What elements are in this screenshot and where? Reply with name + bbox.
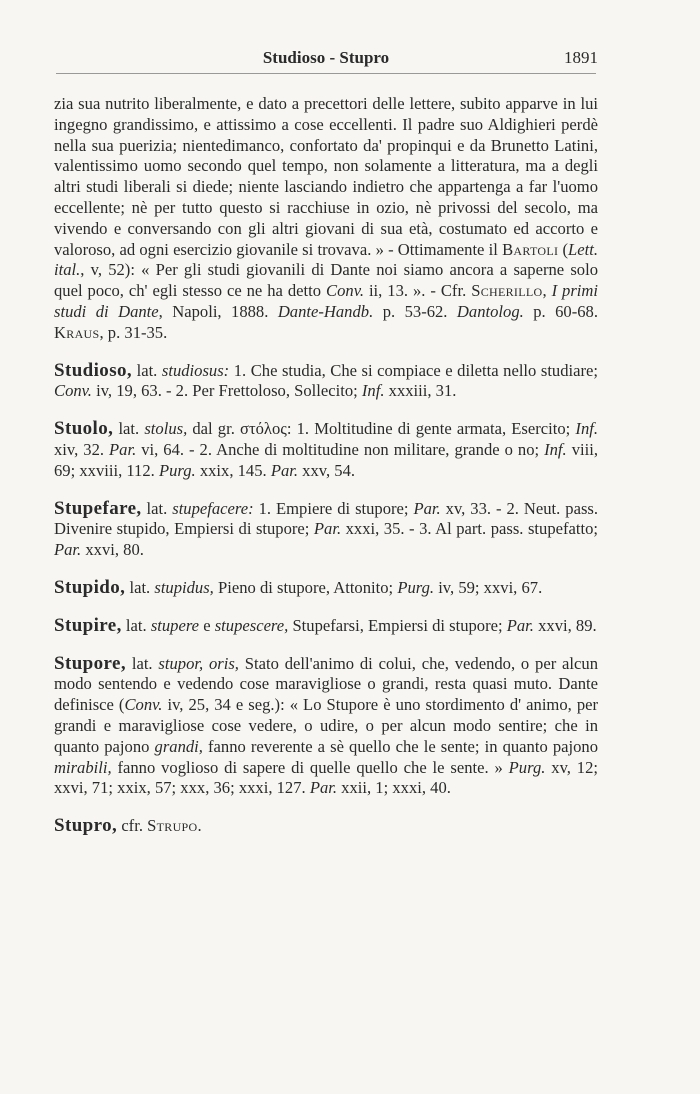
entry-text: xxix, 145.: [195, 460, 271, 480]
entry-stupido: [54, 578, 598, 599]
work-title: Conv.: [326, 281, 364, 301]
etymology: stupere: [150, 615, 200, 635]
reference: Conv.: [54, 381, 92, 401]
page-number: 1891: [564, 48, 598, 67]
header-rule: [56, 73, 596, 74]
intro-text: , Napoli, 1888.: [158, 301, 278, 321]
author-scherillo: Scherillo: [471, 281, 543, 301]
entry-text: Stato dell'animo di colui, che, vedendo, o per alcun modo sentendo e vedendo cose maravigliose o grandi, resta quasi muto. Dante definisce (: [54, 653, 598, 715]
reference: Purg.: [397, 577, 435, 597]
headword: Stuolo,: [54, 418, 114, 440]
headword: Stupro,: [54, 815, 118, 837]
reference: Conv.: [124, 695, 163, 715]
intro-text: ii, 13. ». - Cfr.: [363, 281, 472, 301]
running-header: [54, 48, 598, 72]
entry-stupro: [54, 816, 598, 837]
entry-text: xxxi, 35. - 3. Al part. pass. stupefatto;: [341, 519, 598, 539]
entry-text: lat.: [141, 498, 173, 518]
entry-text: xxv, 54.: [298, 460, 356, 480]
reference: Inf.: [575, 419, 599, 439]
entry-text: iv, 59; xxvi, 67.: [434, 577, 543, 597]
entry-text: xxxiii, 31.: [384, 381, 457, 401]
headword: Stupore,: [54, 652, 127, 674]
headword: Stupefare,: [54, 497, 142, 519]
entry-text: lat.: [126, 653, 159, 673]
entry-stupore: [54, 654, 598, 800]
reference: Par.: [309, 778, 338, 798]
reference: Par.: [313, 519, 342, 539]
etymology: stupor, oris,: [158, 653, 239, 673]
entry-text: viii, 69; xxviii, 112.: [54, 439, 598, 480]
quoted-word: grandi,: [154, 736, 203, 756]
etymology: stupescere,: [214, 615, 289, 635]
author-bartoli: Bartoli: [502, 239, 559, 259]
work-title: Lett. ital.: [54, 239, 598, 280]
reference: Par.: [109, 439, 137, 459]
entry-text: lat.: [113, 419, 145, 439]
etymology: studiosus:: [161, 360, 230, 380]
cross-reference: Strupo: [147, 816, 198, 836]
entry-text: lat.: [121, 615, 151, 635]
entry-text: xiv, 32.: [54, 439, 110, 459]
entry-text: Pieno di stupore, Attonito;: [213, 577, 398, 597]
entry-text: 1. Che studia, Che si compiace e diletta nello studiare;: [229, 360, 599, 380]
quoted-word: mirabili,: [54, 757, 112, 777]
page-body: [54, 94, 598, 837]
reference: Purg.: [508, 757, 546, 777]
intro-text: , v, 52): « Per gli studi giovanili di Dante noi siamo ancora a saperne solo quel poco, ch' egli stesso ce ne ha detto: [54, 260, 598, 301]
entry-text: fanno reverente a sè quello che le sente; in quanto pajono: [202, 736, 598, 756]
entry-text: iv, 25, 34 e seg.): « Lo Stupore è uno stordimento d' animo, per grandi e maravigliose cose vedere, o udire, o per alcun modo sentire; che in quanto pajono: [54, 695, 599, 756]
work-title: Dantolog.: [456, 301, 524, 321]
reference: Purg.: [158, 460, 196, 480]
entry-text: iv, 19, 63. - 2. Per Frettoloso, Sollecito;: [91, 381, 362, 401]
entry-text: xxvi, 89.: [533, 615, 597, 635]
entry-text: vi, 64. - 2. Anche di moltitudine non militare, grande o no;: [136, 439, 545, 459]
etymology: stolus,: [144, 419, 188, 439]
intro-paragraph: [54, 94, 598, 344]
entry-stupire: [54, 616, 598, 637]
entry-text: lat.: [132, 360, 162, 380]
intro-text: ,: [542, 281, 552, 301]
work-title: I primi studi di Dante: [54, 281, 599, 321]
entry-text: .: [197, 816, 202, 836]
intro-text: , p. 31-35.: [99, 322, 168, 342]
etymology: stupidus,: [154, 577, 214, 597]
entry-text: 1. Empiere di stupore;: [253, 498, 414, 518]
reference: Par.: [54, 540, 82, 560]
reference: Par.: [270, 460, 299, 480]
running-title: Studioso - Stupro: [262, 48, 390, 67]
reference: Par.: [413, 498, 441, 518]
reference: Par.: [506, 615, 534, 635]
entry-text: e: [199, 615, 215, 635]
entry-text: xxvi, 80.: [81, 540, 144, 560]
entry-text: xv, 33. - 2. Neut. pass. Divenire stupido, Empiersi di stupore;: [54, 498, 599, 539]
intro-text: zia sua nutrito liberalmente, e dato a precettori delle lettere, subito apparve in lui ingegno grandissimo, e attissimo a cose eccellenti. Il padre suo Aldighieri perdè nella sua puerizia; nientedimanco, confortato da' propinqui e da Brunetto Latini, valentissimo uomo secondo quel tempo, non solamente a litteratura, ma a degli altri studi liberali si diede; niente lasciando indietro che appartenga a far l'uomo eccellente; nè per tutto questo si racchiuse in ozio, nè privossi del secolo, ma vivendo e conversando con gli altri giovani di sua età, costumato ed accorto e valoroso, ad ogni esercizio giovanile si trovava. » - Ottimamente il: [54, 94, 598, 259]
intro-text: (: [558, 239, 569, 259]
entry-text: lat.: [125, 577, 155, 597]
work-title: Dante-Handb.: [277, 301, 374, 321]
headword: Stupire,: [54, 614, 122, 636]
entry-text: cfr.: [117, 816, 148, 836]
entry-studioso: [54, 361, 598, 403]
intro-text: p. 53-62.: [373, 301, 457, 321]
author-kraus: Kraus: [54, 322, 100, 342]
entry-text: xv, 12; xxvi, 71; xxix, 57; xxx, 36; xxxi, 127.: [54, 757, 598, 798]
etymology: stupefacere:: [172, 498, 254, 518]
entry-text: Stupefarsi, Empiersi di stupore;: [288, 615, 507, 635]
entry-text: fanno voglioso di sapere di quelle quello che le sente. »: [111, 757, 509, 777]
entry-text: xxii, 1; xxxi, 40.: [337, 778, 451, 798]
headword: Stupido,: [54, 576, 126, 598]
reference: Inf.: [544, 439, 567, 459]
entry-stuolo: [54, 419, 598, 481]
entry-stupefare: [54, 499, 598, 561]
entry-text: dal gr. στόλος: 1. Moltitudine di gente armata, Esercito;: [187, 419, 576, 439]
reference: Inf.: [361, 381, 385, 401]
headword: Studioso,: [54, 359, 133, 381]
intro-text: p. 60-68.: [523, 301, 598, 321]
